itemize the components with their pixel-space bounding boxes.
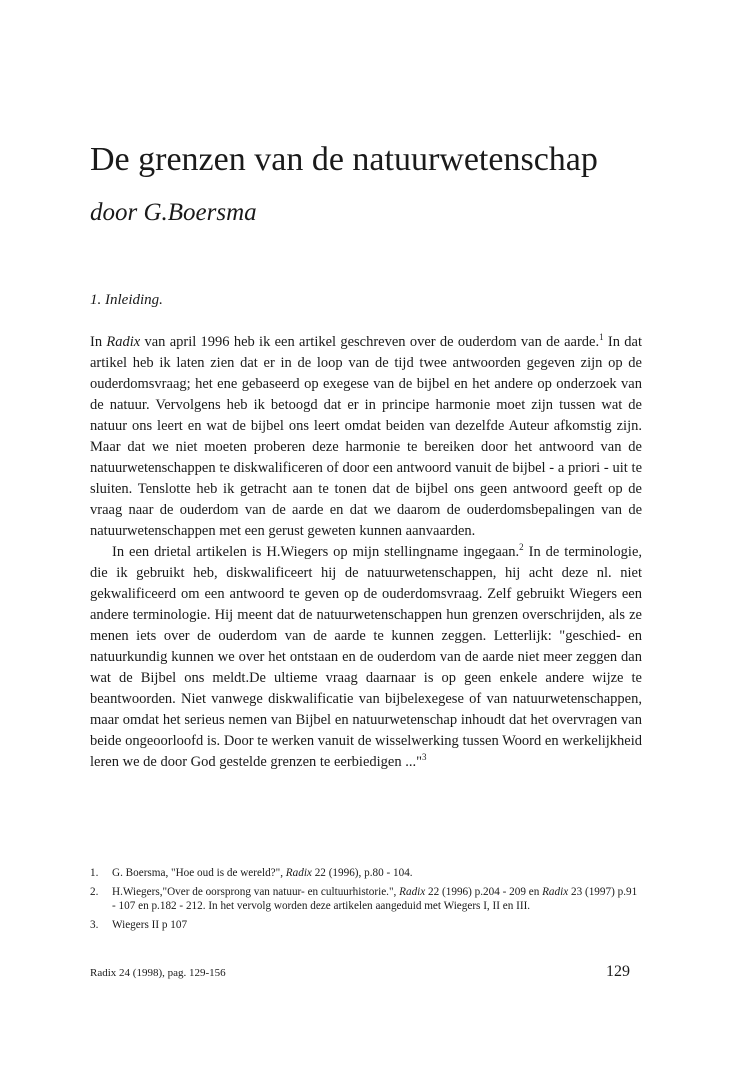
paragraph: In een drietal artikelen is H.Wiegers op mijn stellingname ingegaan.$^2$ In de terminologie, die ik gebruikt heb, diskwalificeert hij de natuurwetenschappen, hij acht deze nl. niet gekwalificeerd om een antwoord te geven op de ouderdomsvraag. Zelf gebruikt Wiegers een andere terminologie. Hij meent dat de natuurwetenschappen hun grenzen overschrijden, als ze menen iets over de ouderdom van de aarde te kunnen zeggen. Letterlijk: "geschied- en natuurkundig kunnen we over het ontstaan en de ouderdom van de aarde niet meer zeggen dan wat de Bijbel ons meldt.De ultieme vraag daarnaar is op geen enkele andere wijze te beantwoorden. Niet vanwege diskwalificatie van bijbelexegese of van natuurwetenschappen, maar omdat het serieus nemen van Bijbel en natuurwetenschap inhoudt dat het overvragen van beide ongeoorloofd is. Door te werken vanuit de wisselwerking tussen Woord en werkelijkheid leren we de door God gestelde grenzen te eerbiedigen ..."$^3$ bbox=[90, 542, 643, 770]
section-heading: 1. Inleiding. bbox=[90, 292, 163, 308]
article-title: De grenzen van de natuurwetenschap bbox=[90, 141, 598, 178]
footnote: 2. H.Wiegers,"Over de oorsprong van natuur- en cultuurhistorie.", Radix 22 (1996) p.204 - 209 en Radix 23 (1997) p.91 - 107 en p.182 - 212. In het vervolg worden deze artikelen aangeduid met Wiegers I, II en III. bbox=[90, 886, 638, 912]
footnote: 1. G. Boersma, "Hoe oud is de wereld?", Radix 22 (1996), p.80 - 104. bbox=[90, 867, 413, 879]
paragraph: In Radix van april 1996 heb ik een artikel geschreven over de ouderdom van de aarde.$^1$ In dat artikel heb ik laten zien dat er in de loop van de tijd twee antwoorden gegeven zijn op de ouderdomsvraag; het ene gebaseerd op exegese van de bijbel en het andere op onderzoek van de natuur. Vervolgens heb ik betoogd dat er in principe harmonie moet zijn tussen wat de natuur ons leert en wat de bijbel ons leert omdat beiden van dezelfde Auteur afkomstig zijn. Maar dat we niet moeten proberen deze harmonie te bereiken door het antwoord van de natuurwetenschappen te diskwalificeren of door een antwoord vanuit de bijbel - a priori - uit te sluiten. Tenslotte heb ik getracht aan te tonen dat de bijbel ons geen antwoord geeft op de vraag naar de ouderdom van de aarde en dat we daarom de ouderdomsbepalingen van de natuurwetenschappen met een gerust geweten kunnen aanvaarden. bbox=[90, 332, 642, 539]
page-number: 129 bbox=[606, 963, 630, 980]
footnote-number: 1. bbox=[90, 867, 99, 879]
footnote-ref: 1 bbox=[599, 332, 604, 343]
footnote-ref: 3 bbox=[422, 752, 427, 763]
article-author: door G.Boersma bbox=[90, 199, 257, 226]
footnote-ref: 2 bbox=[519, 542, 524, 553]
footer-citation: Radix 24 (1998), pag. 129-156 bbox=[90, 967, 226, 979]
footnotes bbox=[90, 866, 642, 937]
footnote-number: 2. bbox=[90, 886, 99, 898]
footnote: 3. Wiegers II p 107 bbox=[90, 919, 188, 931]
article-body bbox=[90, 332, 642, 773]
footnote-number: 3. bbox=[90, 919, 99, 931]
